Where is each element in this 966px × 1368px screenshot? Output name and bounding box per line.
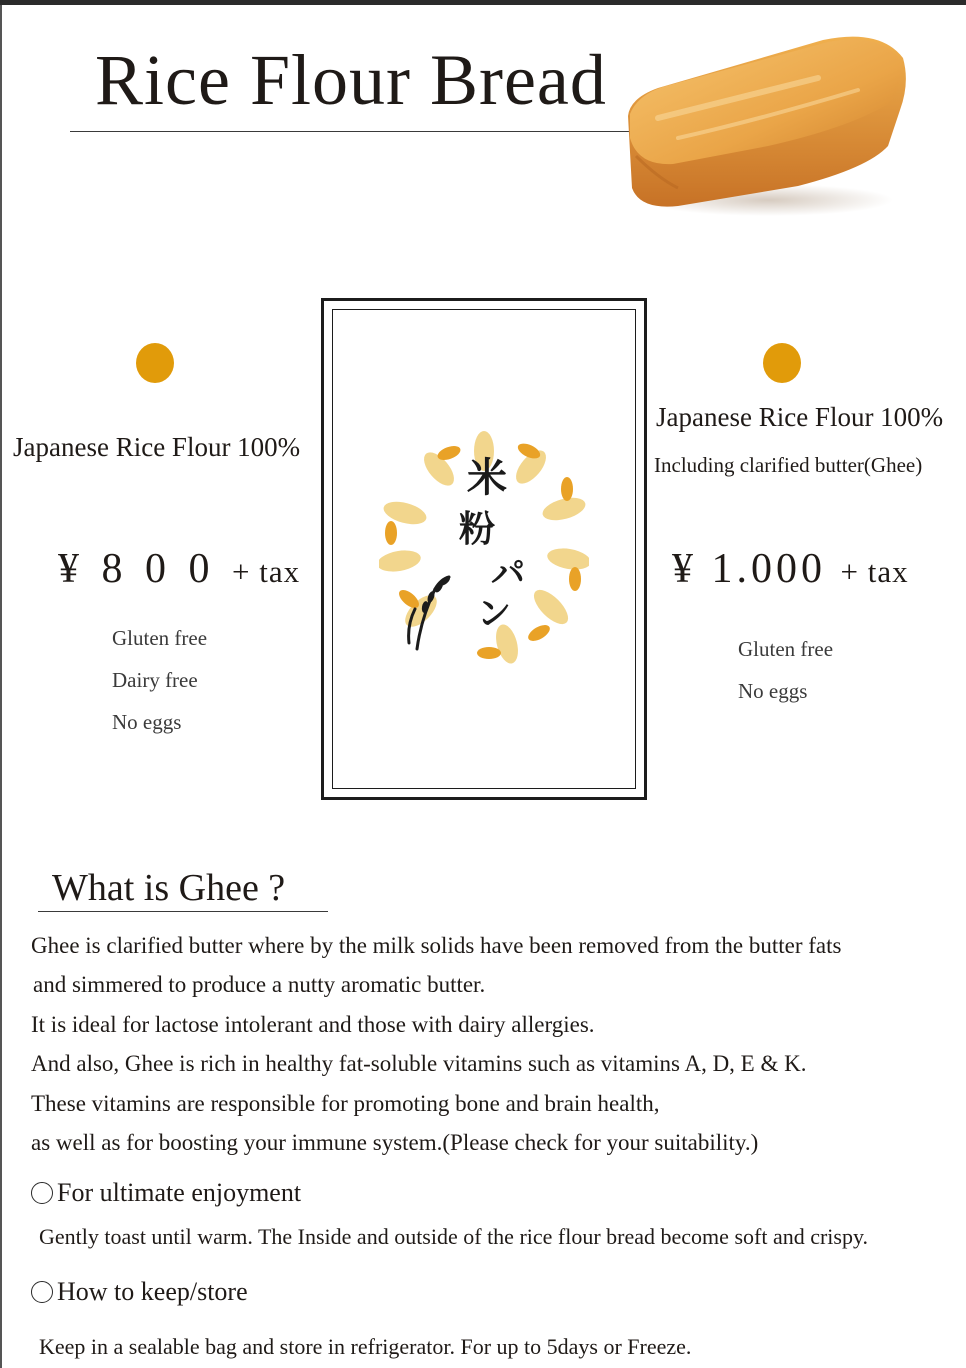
emblem-glyph-n: ン bbox=[477, 594, 511, 634]
emblem-glyph-flour: 粉 bbox=[459, 509, 496, 550]
right-product-price bbox=[672, 545, 909, 593]
storage-heading-text: How to keep/store bbox=[57, 1277, 248, 1306]
circle-bullet-icon bbox=[31, 1182, 53, 1204]
left-attribute-dairy: Dairy free bbox=[112, 668, 198, 692]
left-product-flour: Japanese Rice Flour 100% bbox=[13, 432, 301, 462]
enjoyment-text: Gently toast until warm. The Inside and outside of the rice flour bread become soft and crispy. bbox=[39, 1224, 869, 1249]
ghee-heading: What is Ghee ? bbox=[52, 867, 286, 909]
ghee-line-4: And also, Ghee is rich in healthy fat-soluble vitamins such as vitamins A, D, E & K. bbox=[31, 1051, 807, 1076]
right-price-tax: + tax bbox=[840, 554, 909, 589]
right-product-dot bbox=[763, 343, 801, 383]
bread-loaf-image bbox=[618, 28, 910, 218]
emblem-frame bbox=[321, 298, 647, 800]
right-product-flour: Japanese Rice Flour 100% bbox=[656, 402, 944, 432]
right-attribute-gluten: Gluten free bbox=[738, 637, 834, 661]
right-price-value: ¥ 1.000 bbox=[672, 546, 826, 592]
ghee-line-2: and simmered to produce a nutty aromatic butter. bbox=[33, 972, 486, 997]
left-price-value: ¥ 8 0 0 bbox=[58, 546, 216, 592]
left-attribute-eggs: No eggs bbox=[112, 710, 182, 734]
left-attribute-gluten: Gluten free bbox=[112, 626, 208, 650]
left-price-tax: + tax bbox=[232, 554, 301, 589]
ghee-line-1: Ghee is clarified butter where by the milk solids have been removed from the butter fats bbox=[31, 933, 842, 958]
ghee-heading-underline bbox=[38, 911, 328, 912]
enjoyment-heading bbox=[31, 1178, 301, 1208]
title-underline bbox=[70, 131, 630, 132]
right-attribute-eggs: No eggs bbox=[738, 679, 808, 703]
left-border bbox=[0, 5, 2, 1368]
left-product-dot bbox=[136, 343, 174, 383]
ghee-line-6: as well as for boosting your immune system.(Please check for your suitability.) bbox=[31, 1130, 759, 1155]
enjoyment-heading-text: For ultimate enjoyment bbox=[57, 1178, 302, 1207]
circle-bullet-icon bbox=[31, 1281, 53, 1303]
left-product-price bbox=[58, 545, 300, 593]
page-title: Rice Flour Bread bbox=[95, 40, 607, 120]
storage-heading bbox=[31, 1277, 248, 1307]
storage-text: Keep in a sealable bag and store in refrigerator. For up to 5days or Freeze. bbox=[39, 1334, 692, 1359]
ghee-line-3: It is ideal for lactose intolerant and those with dairy allergies. bbox=[31, 1012, 595, 1037]
emblem-glyph-pa: パ bbox=[491, 554, 525, 594]
top-border bbox=[0, 0, 966, 5]
ghee-line-5: These vitamins are responsible for promoting bone and brain health, bbox=[31, 1091, 660, 1116]
right-product-note: Including clarified butter(Ghee) bbox=[654, 453, 923, 477]
rice-emblem-logo bbox=[379, 429, 589, 669]
emblem-glyph-rice: 米 bbox=[467, 455, 507, 501]
